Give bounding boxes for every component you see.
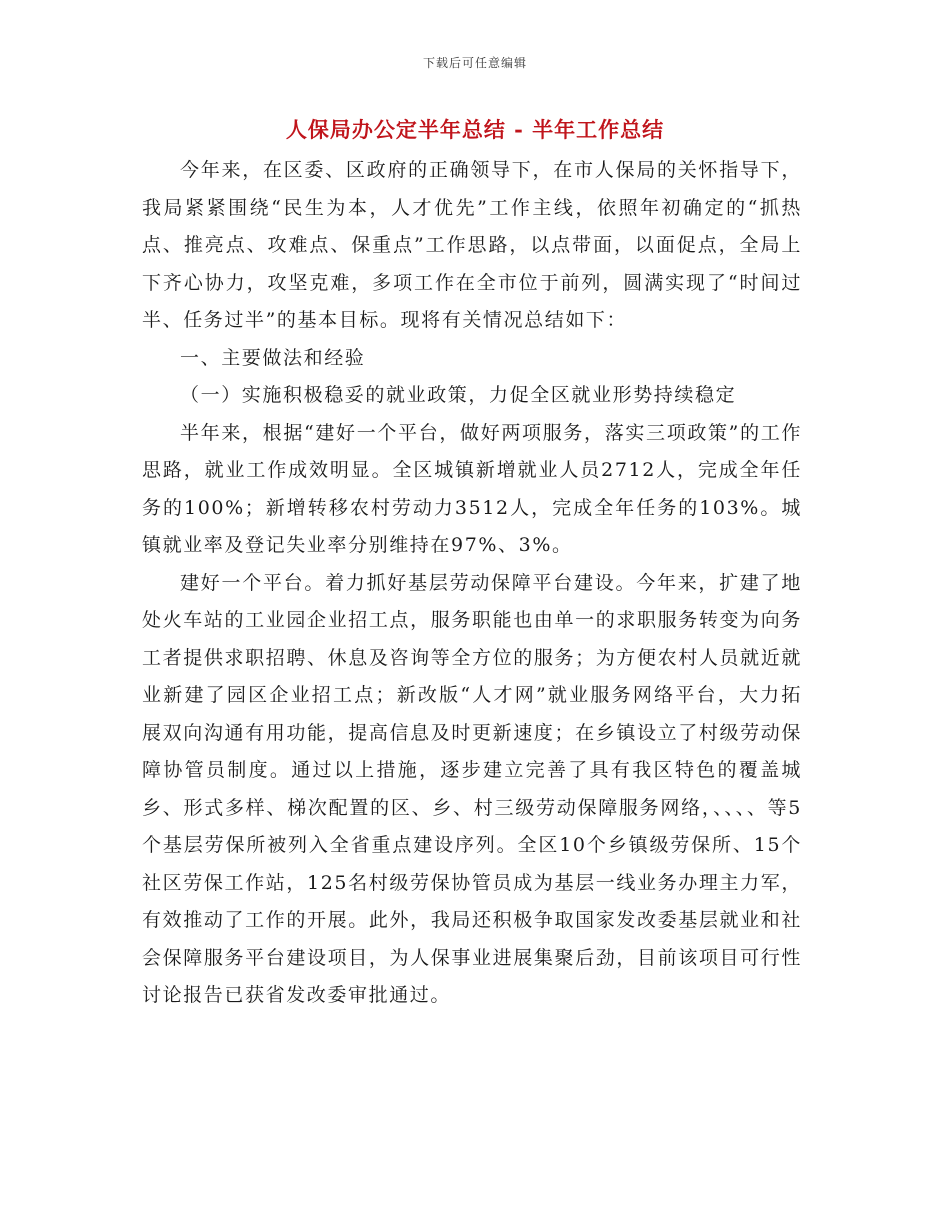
paragraph-employment-summary: 半年来，根据“建好一个平台，做好两项服务，落实三项政策”的工作思路，就业工作成效明显。全区城镇新增就业人员2712人，完成全年任务的100%；新增转移农村劳动力3512人，完成全年任务的103%。城镇就业率及登记失业率分别维持在97%、3%。: [142, 421, 802, 556]
document-title: 人保局办公定半年总结 - 半年工作总结: [285, 117, 665, 142]
section-heading: 一、主要做法和经验: [180, 346, 366, 369]
header-note: 下载后可任意编辑: [422, 56, 527, 70]
paragraph-intro: 今年来，在区委、区政府的正确领导下，在市人保局的关怀指导下，我局紧紧围绕“民生为本，人才优先”工作主线，依照年初确定的“抓热点、推亮点、攻难点、保重点”工作思路，以点带面，以面促点，全局上下齐心协力，攻坚克难，多项工作在全市位于前列，圆满实现了“时间过半、任务过半”的基本目标。现将有关情况总结如下：: [142, 159, 802, 331]
paragraph-platform: 建好一个平台。着力抓好基层劳动保障平台建设。今年来，扩建了地处火车站的工业园企业招工点，服务职能也由单一的求职服务转变为向务工者提供求职招聘、休息及咨询等全方位的服务；为方便农村人员就近就业新建了园区企业招工点；新改版“人才网”就业服务网络平台，大力拓展双向沟通有用功能，提高信息及时更新速度；在乡镇设立了村级劳动保障协管员制度。通过以上措施，逐步建立完善了具有我区特色的覆盖城乡、形式多样、梯次配置的区、乡、村三级劳动保障服务网络，、、、、等5个基层劳保所被列入全省重点建设序列。全区10个乡镇级劳保所、15个社区劳保工作站，125名村级劳保协管员成为基层一线业务办理主力军，有效推动了工作的开展。此外，我局还积极争取国家发改委基层就业和社会保障服务平台建设项目，为人保事业进展集聚后劲，目前该项目可行性讨论报告已获省发改委审批通过。: [142, 571, 802, 1006]
document-body: [142, 152, 802, 1015]
subsection-heading: （一）实施积极稳妥的就业政策，力促全区就业形势持续稳定: [180, 384, 737, 406]
